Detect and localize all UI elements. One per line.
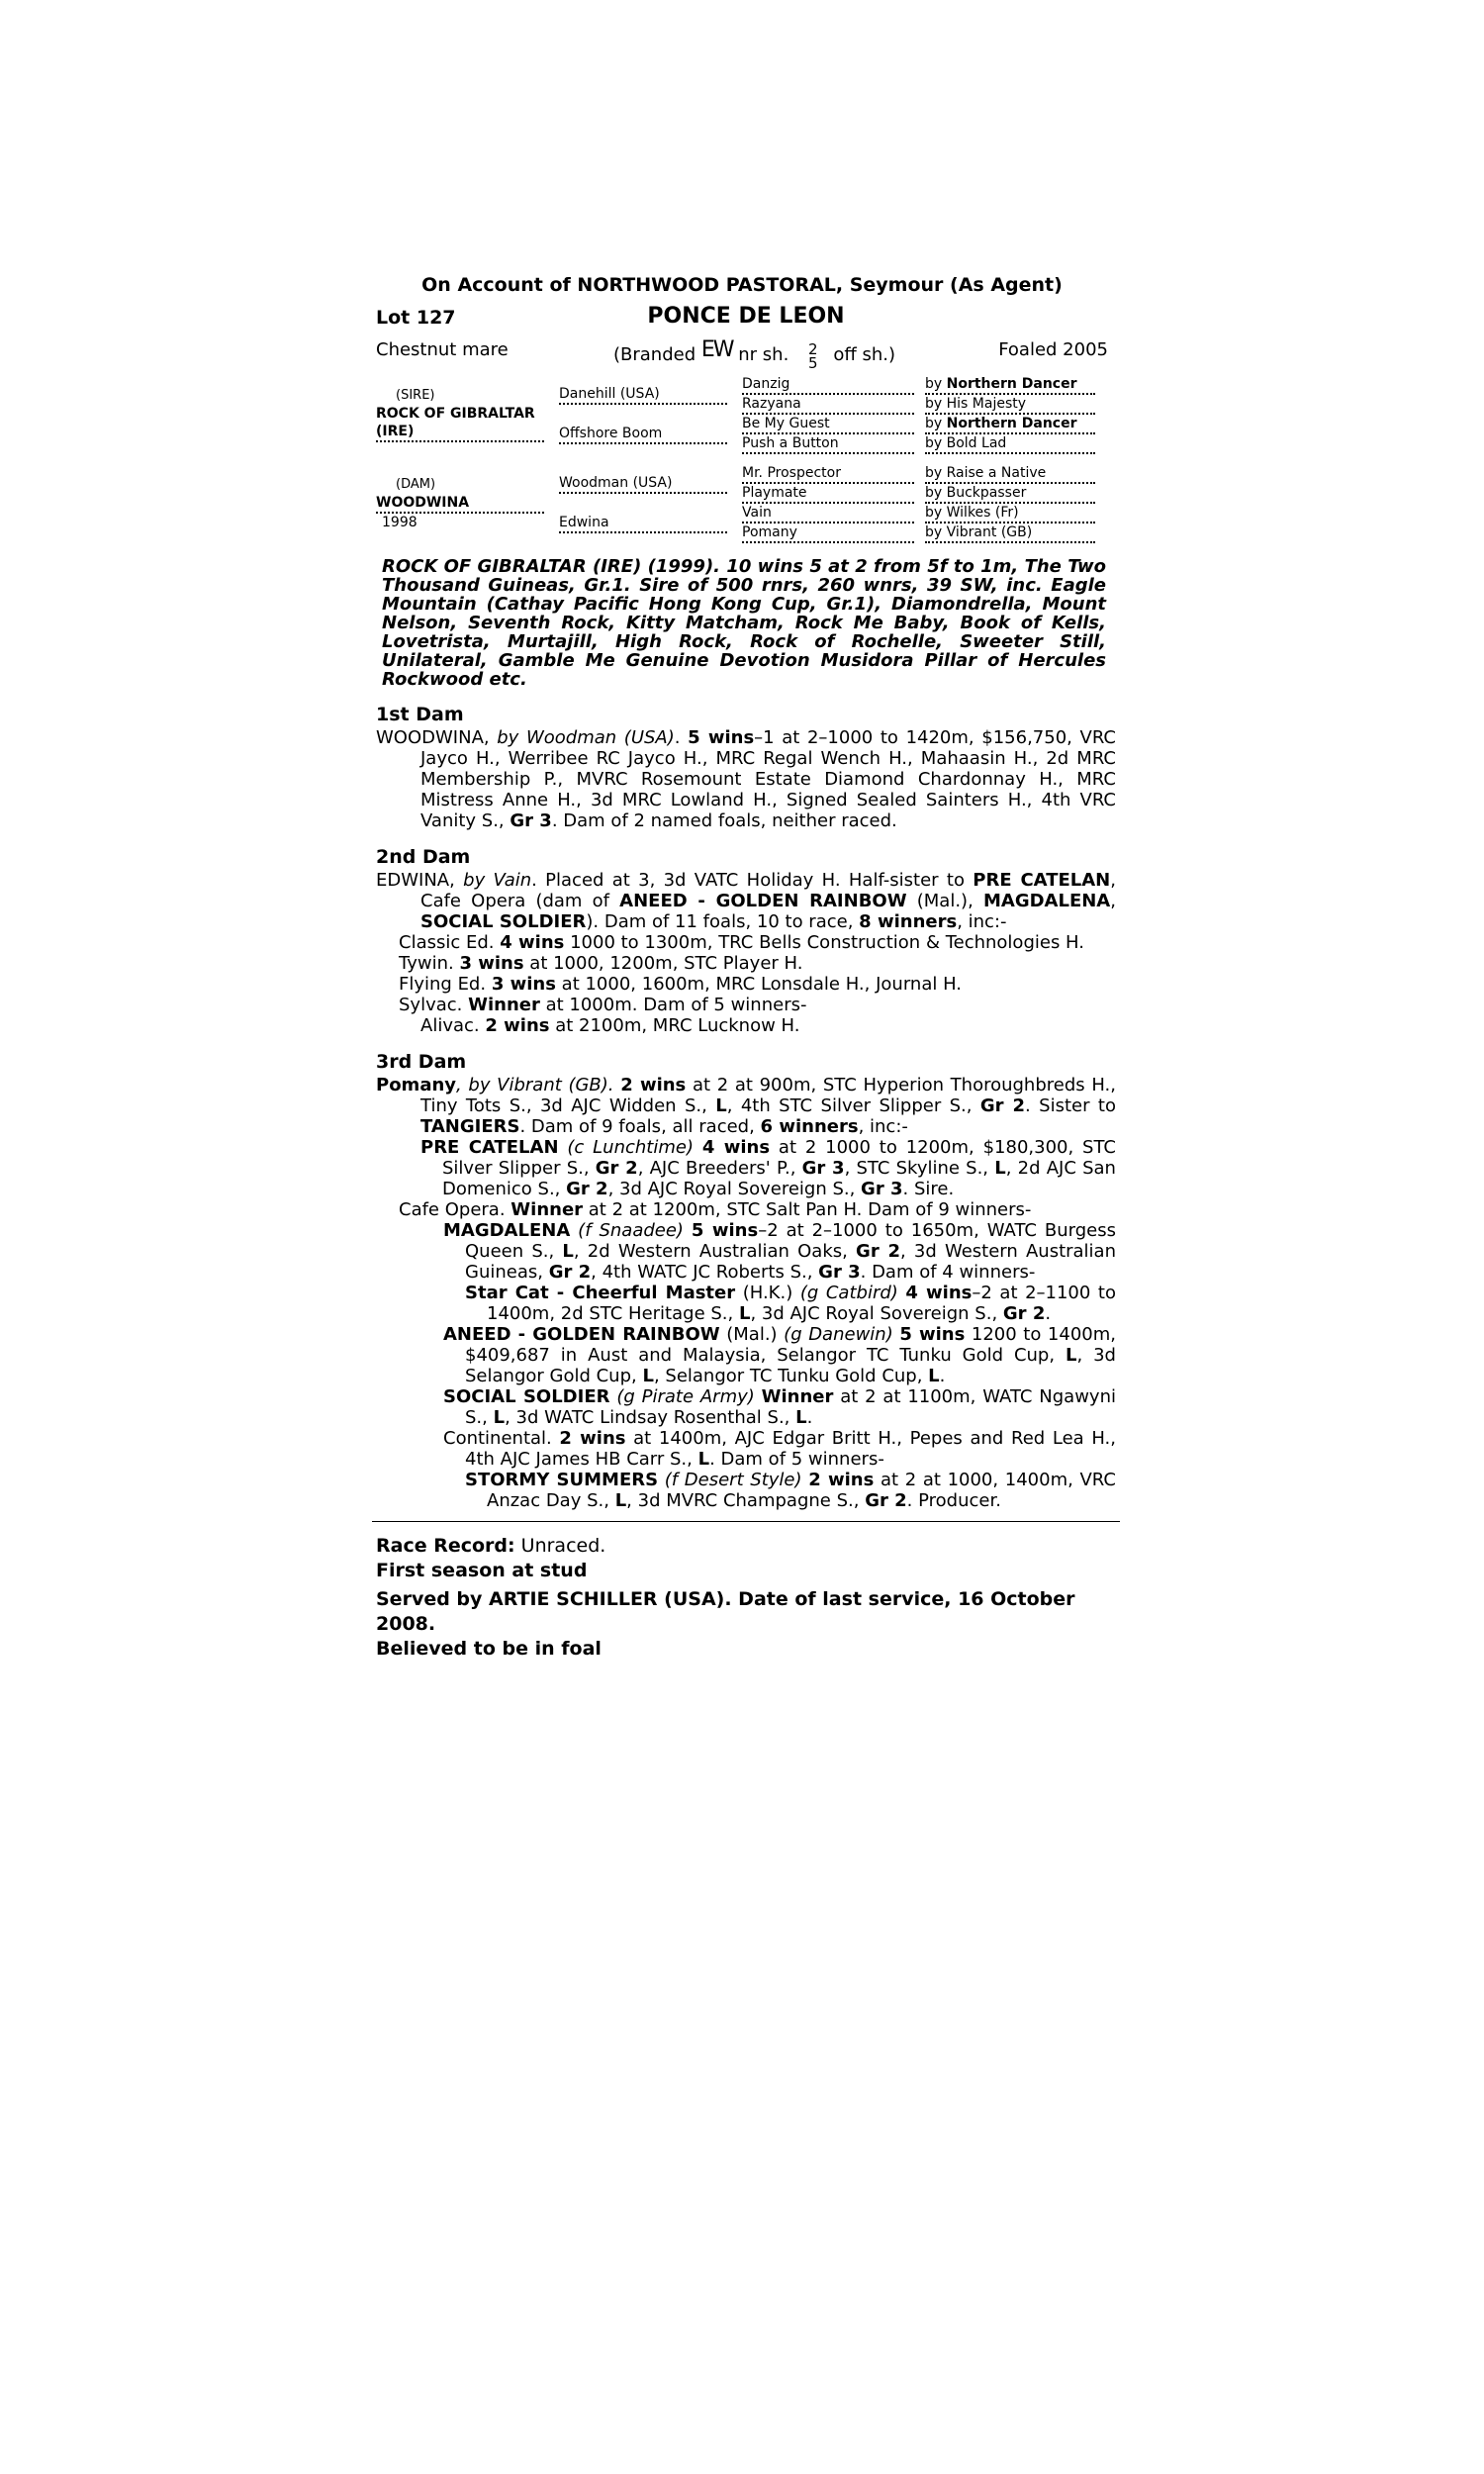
g4-6: by Buckpasser (925, 484, 1095, 504)
lot-number: Lot 127 (376, 307, 456, 329)
progeny-line: Classic Ed. 4 wins 1000 to 1300m, TRC Bells Construction & Technologies H. (399, 932, 1084, 953)
brand-description (613, 339, 895, 370)
brand-open: (Branded (613, 344, 696, 365)
divider (372, 1521, 1120, 1522)
progeny-line: Cafe Opera. Winner at 2 at 1200m, STC Salt Pan H. Dam of 9 winners- (399, 1199, 1032, 1220)
foaled-year: Foaled 2005 (998, 339, 1108, 360)
g4-8: by Vibrant (GB) (925, 523, 1095, 543)
g3-8: Pomany (742, 523, 914, 543)
progeny-line: MAGDALENA (f Snaadee) 5 wins–2 at 2–1000 to 1650m, WATC Burgess Queen S., L, 2d Western Australian Oaks, Gr 2, 3d Western Australian Guineas, Gr 2, 4th WATC JC Roberts S., Gr 3. Dam of 4 winners- (443, 1220, 1117, 1283)
dam-year: 1998 (382, 515, 417, 530)
footer (376, 1534, 1116, 1662)
g4-7: by Wilkes (Fr) (925, 504, 1095, 523)
race-record: Race Record: Unraced. (376, 1535, 606, 1557)
progeny-line: ANEED - GOLDEN RAINBOW (Mal.) (g Danewin) 5 wins 1200 to 1400m, $409,687 in Aust and Malaysia, Selangor TC Tunku Gold Cup, L, 3d Selangor Gold Cup, L, Selangor TC Tunku Gold Cup, L. (443, 1324, 1116, 1386)
third-dam-heading: 3rd Dam (376, 1051, 467, 1073)
progeny-line: PRE CATELAN (c Lunchtime) 4 wins at 2 1000 to 1200m, $180,300, STC Silver Slipper S., Gr 2, AJC Breeders' P., Gr 3, STC Skyline S., L, 2d AJC San Domenico S., Gr 2, 3d AJC Royal Sovereign S., Gr 3. Sire. (420, 1137, 1116, 1199)
foal-status: Believed to be in foal (376, 1638, 602, 1660)
progeny-line: STORMY SUMMERS (f Desert Style) 2 wins at 2 at 1000, 1400m, VRC Anzac Day S., L, 3d MVRC Champagne S., Gr 2. Producer. (465, 1470, 1116, 1511)
progeny-line: Sylvac. Winner at 1000m. Dam of 5 winners- (399, 995, 807, 1015)
g3-4: Push a Button (742, 434, 914, 454)
g4-3: by Northern Dancer (925, 415, 1095, 434)
dam-name: WOODWINA (376, 494, 544, 514)
dam-dam: Edwina (559, 514, 727, 533)
horse-details (376, 333, 1116, 372)
progeny-line: SOCIAL SOLDIER (g Pirate Army) Winner at 2 at 1100m, WATC Ngawyni S., L, 3d WATC Lindsay Rosenthal S., L. (443, 1386, 1116, 1428)
brand-mark: EW (700, 337, 733, 362)
catalogue-page (376, 275, 1116, 1662)
brand-fraction (808, 342, 818, 370)
progeny-line: Tywin. 3 wins at 1000, 1200m, STC Player H. (399, 953, 803, 974)
g4-1: by Northern Dancer (925, 375, 1095, 395)
vendor-line: On Account of NORTHWOOD PASTORAL, Seymour (As Agent) (421, 274, 1063, 296)
first-dam-text: WOODWINA, by Woodman (USA). 5 wins–1 at 2–1000 to 1420m, $156,750, VRC Jayco H., Werribee RC Jayco H., MRC Regal Wench H., Mahaasin H., 2d MRC Membership P., MVRC Rosemount Estate Diamond Chardonnay H., MRC Mistress Anne H., 3d MRC Lowland H., Signed Sealed Sainters H., 4th VRC Vanity S., Gr 3. Dam of 2 named foals, neither raced. (376, 727, 1116, 831)
horse-name: PONCE DE LEON (647, 304, 845, 329)
brand-off: off sh.) (833, 344, 895, 365)
sire-sire: Danehill (USA) (559, 385, 727, 405)
pedigree-table (376, 375, 1108, 543)
dam-tag: (DAM) (396, 477, 436, 492)
sire-name: ROCK OF GIBRALTAR (376, 406, 535, 422)
sire-dam: Offshore Boom (559, 425, 727, 444)
sire-suffix: (IRE) (376, 423, 544, 442)
g4-5: by Raise a Native (925, 464, 1095, 484)
service-note: Served by ARTIE SCHILLER (USA). Date of last service, 16 October 2008. (376, 1588, 1075, 1635)
progeny-line: Flying Ed. 3 wins at 1000, 1600m, MRC Lonsdale H., Journal H. (399, 974, 963, 995)
horse-sex: Chestnut mare (376, 339, 509, 360)
first-season: First season at stud (376, 1560, 588, 1581)
g3-3: Be My Guest (742, 415, 914, 434)
brand-fraction-num: 2 (808, 340, 818, 358)
g3-5: Mr. Prospector (742, 464, 914, 484)
dam-cell (376, 464, 559, 543)
progeny-line: Continental. 2 wins at 1400m, AJC Edgar Britt H., Pepes and Red Lea H., 4th AJC James HB Carr S., L. Dam of 5 winners- (443, 1428, 1116, 1470)
progeny-line: Star Cat - Cheerful Master (H.K.) (g Catbird) 4 wins–2 at 2–1100 to 1400m, 2d STC Heritage S., L, 3d AJC Royal Sovereign S., Gr 2. (465, 1283, 1116, 1324)
sire-summary: ROCK OF GIBRALTAR (IRE) (1999). 10 wins 5 at 2 from 5f to 1m, The Two Thousand Guineas, Gr.1. Sire of 500 rnrs, 260 wnrs, 39 SW, inc. Eagle Mountain (Cathay Pacific Hong Kong Cup, Gr.1), Diamondrella, Mount Nelson, Seventh Rock, Kitty Matcham, Rock Me Baby, Book of Kells, Lovetrista, Murtajill, High Rock, Rock of Rochelle, Sweeter Still, Unilateral, Gamble Me Genuine Devotion Musidora Pillar of Hercules Rockwood etc. (382, 556, 1106, 690)
second-dam-heading: 2nd Dam (376, 846, 471, 868)
second-dam-text: EDWINA, by Vain. Placed at 3, 3d VATC Holiday H. Half-sister to PRE CATELAN, Cafe Opera (dam of ANEED - GOLDEN RAINBOW (Mal.), MAGDALENA, SOCIAL SOLDIER). Dam of 11 foals, 10 to race, 8 winners, inc:- (376, 870, 1116, 932)
g4-2: by His Majesty (925, 395, 1095, 415)
g3-6: Playmate (742, 484, 914, 504)
g4-4: by Bold Lad (925, 434, 1095, 454)
first-dam-heading: 1st Dam (376, 704, 464, 725)
brand-near: nr sh. (738, 344, 789, 365)
g3-7: Vain (742, 504, 914, 523)
g3-2: Razyana (742, 395, 914, 415)
sire-cell (376, 375, 559, 454)
third-dam-text: Pomany, by Vibrant (GB). 2 wins at 2 at 900m, STC Hyperion Thoroughbreds H., Tiny Tots S., 3d AJC Widden S., L, 4th STC Silver Slipper S., Gr 2. Sister to TANGIERS. Dam of 9 foals, all raced, 6 winners, inc:- (376, 1075, 1116, 1137)
progeny-line: Alivac. 2 wins at 2100m, MRC Lucknow H. (420, 1015, 800, 1036)
lot-row (376, 304, 1116, 333)
g3-1: Danzig (742, 375, 914, 395)
brand-fraction-den: 5 (808, 354, 818, 372)
dam-sire: Woodman (USA) (559, 474, 727, 494)
sire-tag: (SIRE) (396, 388, 435, 403)
